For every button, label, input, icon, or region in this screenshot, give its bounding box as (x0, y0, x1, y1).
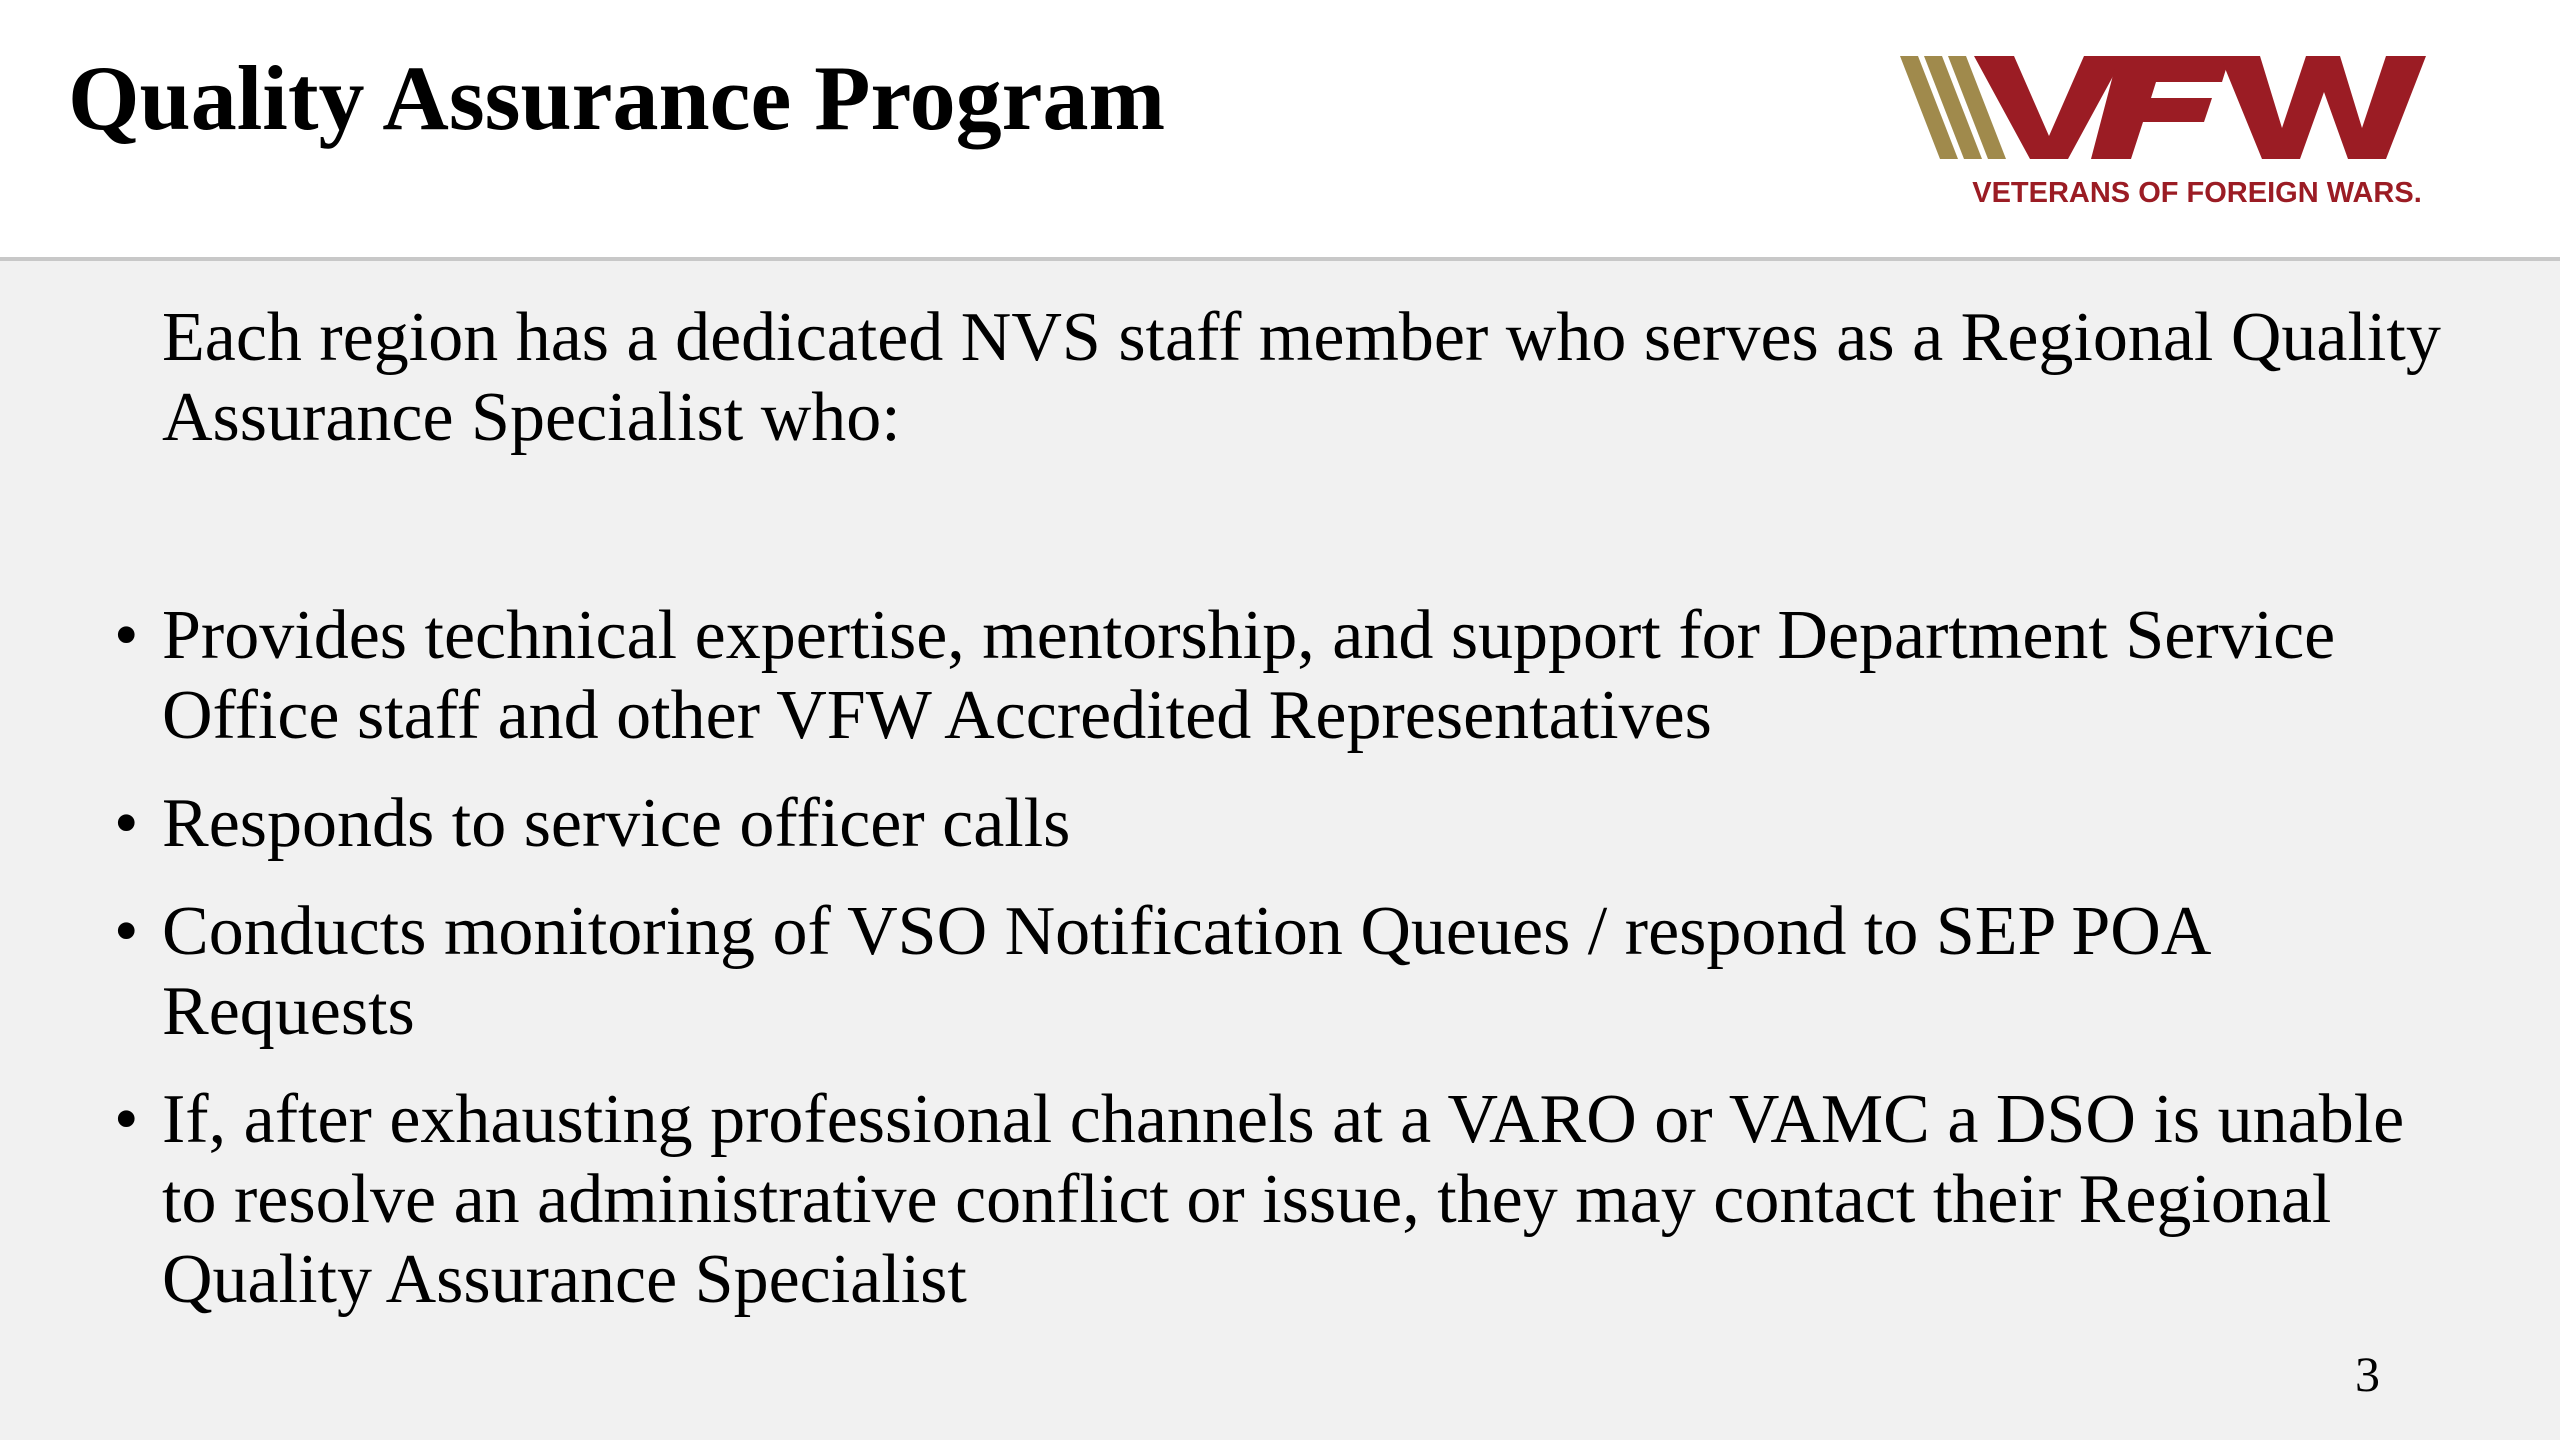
bullet-dot-icon: • (114, 1081, 139, 1158)
page-number: 3 (2355, 1346, 2380, 1402)
bullet-dot-icon: • (114, 893, 139, 970)
bullet-item (114, 892, 2452, 1052)
bullet-item (114, 784, 2452, 864)
vfw-logo-tagline: VETERANS OF FOREIGN WARS. (1972, 177, 2422, 209)
bullet-text: If, after exhausting professional channels at a VARO or VAMC a DSO is unable to resolve an administrative conflict or issue, they may contact their Regional Quality Assurance Specialist (162, 1081, 2405, 1318)
slide-header (0, 0, 2560, 261)
vfw-logo (1900, 56, 2456, 216)
slide-title: Quality Assurance Program (68, 47, 1166, 149)
bullet-dot-icon: • (114, 785, 139, 862)
bullet-text: Provides technical expertise, mentorship, and support for Department Service Office staff and other VFW Accredited Representatives (162, 597, 2336, 754)
bullet-text: Responds to service officer calls (162, 785, 1071, 862)
bullet-text: Conducts monitoring of VSO Notification Queues / respond to SEP POA Requests (162, 893, 2208, 1050)
bullet-item (114, 596, 2452, 756)
bullet-list (114, 596, 2452, 1348)
bullet-item (114, 1080, 2452, 1320)
intro-text: Each region has a dedicated NVS staff member who serves as a Regional Quality Assurance Specialist who: (162, 299, 2441, 456)
bullet-dot-icon: • (114, 597, 139, 674)
